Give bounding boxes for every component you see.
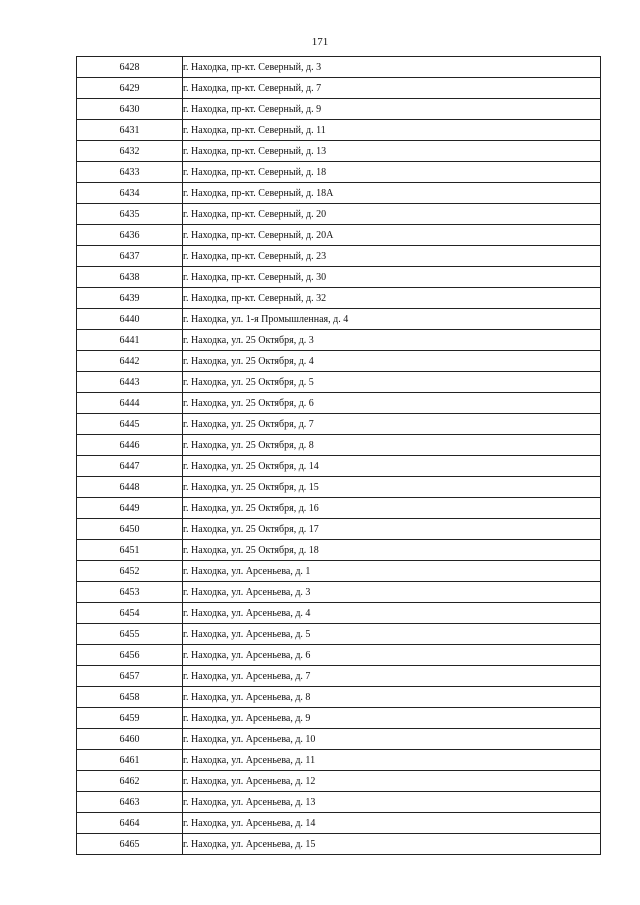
row-number: 6442 <box>77 351 183 372</box>
row-address: г. Находка, ул. Арсеньева, д. 9 <box>183 708 601 729</box>
row-address: г. Находка, ул. Арсеньева, д. 5 <box>183 624 601 645</box>
row-address: г. Находка, ул. Арсеньева, д. 3 <box>183 582 601 603</box>
row-address: г. Находка, ул. 25 Октября, д. 4 <box>183 351 601 372</box>
row-address: г. Находка, пр-кт. Северный, д. 18 <box>183 162 601 183</box>
table-row <box>77 309 601 330</box>
row-number: 6454 <box>77 603 183 624</box>
row-address: г. Находка, пр-кт. Северный, д. 9 <box>183 99 601 120</box>
row-number: 6447 <box>77 456 183 477</box>
table-row <box>77 645 601 666</box>
table-row <box>77 435 601 456</box>
row-number: 6448 <box>77 477 183 498</box>
table-row <box>77 813 601 834</box>
row-address: г. Находка, пр-кт. Северный, д. 20А <box>183 225 601 246</box>
table-row <box>77 393 601 414</box>
row-number: 6456 <box>77 645 183 666</box>
table-row <box>77 498 601 519</box>
row-number: 6451 <box>77 540 183 561</box>
row-number: 6445 <box>77 414 183 435</box>
row-number: 6462 <box>77 771 183 792</box>
row-number: 6438 <box>77 267 183 288</box>
row-address: г. Находка, ул. 25 Октября, д. 8 <box>183 435 601 456</box>
table-row <box>77 519 601 540</box>
row-address: г. Находка, пр-кт. Северный, д. 32 <box>183 288 601 309</box>
row-number: 6433 <box>77 162 183 183</box>
row-address: г. Находка, ул. 25 Октября, д. 3 <box>183 330 601 351</box>
table-row <box>77 792 601 813</box>
table-row <box>77 834 601 855</box>
row-address: г. Находка, ул. 25 Октября, д. 18 <box>183 540 601 561</box>
row-number: 6444 <box>77 393 183 414</box>
table-row <box>77 414 601 435</box>
row-address: г. Находка, ул. 25 Октября, д. 16 <box>183 498 601 519</box>
row-address: г. Находка, ул. Арсеньева, д. 10 <box>183 729 601 750</box>
row-number: 6459 <box>77 708 183 729</box>
row-number: 6450 <box>77 519 183 540</box>
row-address: г. Находка, ул. 25 Октября, д. 7 <box>183 414 601 435</box>
row-number: 6458 <box>77 687 183 708</box>
row-address: г. Находка, ул. Арсеньева, д. 1 <box>183 561 601 582</box>
row-address: г. Находка, ул. Арсеньева, д. 12 <box>183 771 601 792</box>
table-row <box>77 246 601 267</box>
row-address: г. Находка, пр-кт. Северный, д. 11 <box>183 120 601 141</box>
table-row <box>77 225 601 246</box>
row-number: 6443 <box>77 372 183 393</box>
row-address: г. Находка, ул. Арсеньева, д. 14 <box>183 813 601 834</box>
row-address: г. Находка, ул. 25 Октября, д. 6 <box>183 393 601 414</box>
table-row <box>77 204 601 225</box>
table-row <box>77 351 601 372</box>
address-table <box>76 56 601 855</box>
table-row <box>77 603 601 624</box>
row-number: 6461 <box>77 750 183 771</box>
table-row <box>77 624 601 645</box>
table-row <box>77 267 601 288</box>
row-address: г. Находка, пр-кт. Северный, д. 30 <box>183 267 601 288</box>
row-address: г. Находка, ул. 1-я Промышленная, д. 4 <box>183 309 601 330</box>
row-number: 6432 <box>77 141 183 162</box>
table-row <box>77 162 601 183</box>
table-row <box>77 540 601 561</box>
row-number: 6437 <box>77 246 183 267</box>
table-row <box>77 456 601 477</box>
row-number: 6449 <box>77 498 183 519</box>
row-number: 6440 <box>77 309 183 330</box>
row-address: г. Находка, пр-кт. Северный, д. 18А <box>183 183 601 204</box>
row-address: г. Находка, пр-кт. Северный, д. 23 <box>183 246 601 267</box>
table-row <box>77 120 601 141</box>
row-address: г. Находка, ул. Арсеньева, д. 13 <box>183 792 601 813</box>
table-row <box>77 141 601 162</box>
row-address: г. Находка, пр-кт. Северный, д. 20 <box>183 204 601 225</box>
row-number: 6441 <box>77 330 183 351</box>
row-number: 6463 <box>77 792 183 813</box>
table-row <box>77 729 601 750</box>
row-number: 6452 <box>77 561 183 582</box>
row-number: 6435 <box>77 204 183 225</box>
row-address: г. Находка, ул. Арсеньева, д. 6 <box>183 645 601 666</box>
row-number: 6436 <box>77 225 183 246</box>
table-row <box>77 78 601 99</box>
row-address: г. Находка, пр-кт. Северный, д. 3 <box>183 57 601 78</box>
table-row <box>77 57 601 78</box>
row-number: 6430 <box>77 99 183 120</box>
table-row <box>77 330 601 351</box>
row-number: 6446 <box>77 435 183 456</box>
row-number: 6434 <box>77 183 183 204</box>
row-address: г. Находка, пр-кт. Северный, д. 7 <box>183 78 601 99</box>
row-number: 6455 <box>77 624 183 645</box>
table-row <box>77 687 601 708</box>
table-row <box>77 477 601 498</box>
row-address: г. Находка, ул. 25 Октября, д. 14 <box>183 456 601 477</box>
table-row <box>77 372 601 393</box>
table-row <box>77 288 601 309</box>
row-number: 6439 <box>77 288 183 309</box>
row-address: г. Находка, ул. Арсеньева, д. 7 <box>183 666 601 687</box>
row-address: г. Находка, ул. 25 Октября, д. 17 <box>183 519 601 540</box>
page-number: 171 <box>311 36 329 48</box>
row-address: г. Находка, ул. Арсеньева, д. 4 <box>183 603 601 624</box>
row-address: г. Находка, ул. Арсеньева, д. 8 <box>183 687 601 708</box>
row-address: г. Находка, ул. Арсеньева, д. 15 <box>183 834 601 855</box>
row-address: г. Находка, ул. Арсеньева, д. 11 <box>183 750 601 771</box>
table-row <box>77 750 601 771</box>
row-number: 6431 <box>77 120 183 141</box>
row-number: 6429 <box>77 78 183 99</box>
row-address: г. Находка, пр-кт. Северный, д. 13 <box>183 141 601 162</box>
table-row <box>77 561 601 582</box>
row-address: г. Находка, ул. 25 Октября, д. 5 <box>183 372 601 393</box>
row-number: 6453 <box>77 582 183 603</box>
row-number: 6464 <box>77 813 183 834</box>
row-address: г. Находка, ул. 25 Октября, д. 15 <box>183 477 601 498</box>
table-row <box>77 771 601 792</box>
row-number: 6460 <box>77 729 183 750</box>
table-row <box>77 183 601 204</box>
table-row <box>77 99 601 120</box>
table-row <box>77 582 601 603</box>
row-number: 6457 <box>77 666 183 687</box>
table-row <box>77 708 601 729</box>
table-row <box>77 666 601 687</box>
row-number: 6428 <box>77 57 183 78</box>
row-number: 6465 <box>77 834 183 855</box>
address-table-body <box>77 57 601 855</box>
